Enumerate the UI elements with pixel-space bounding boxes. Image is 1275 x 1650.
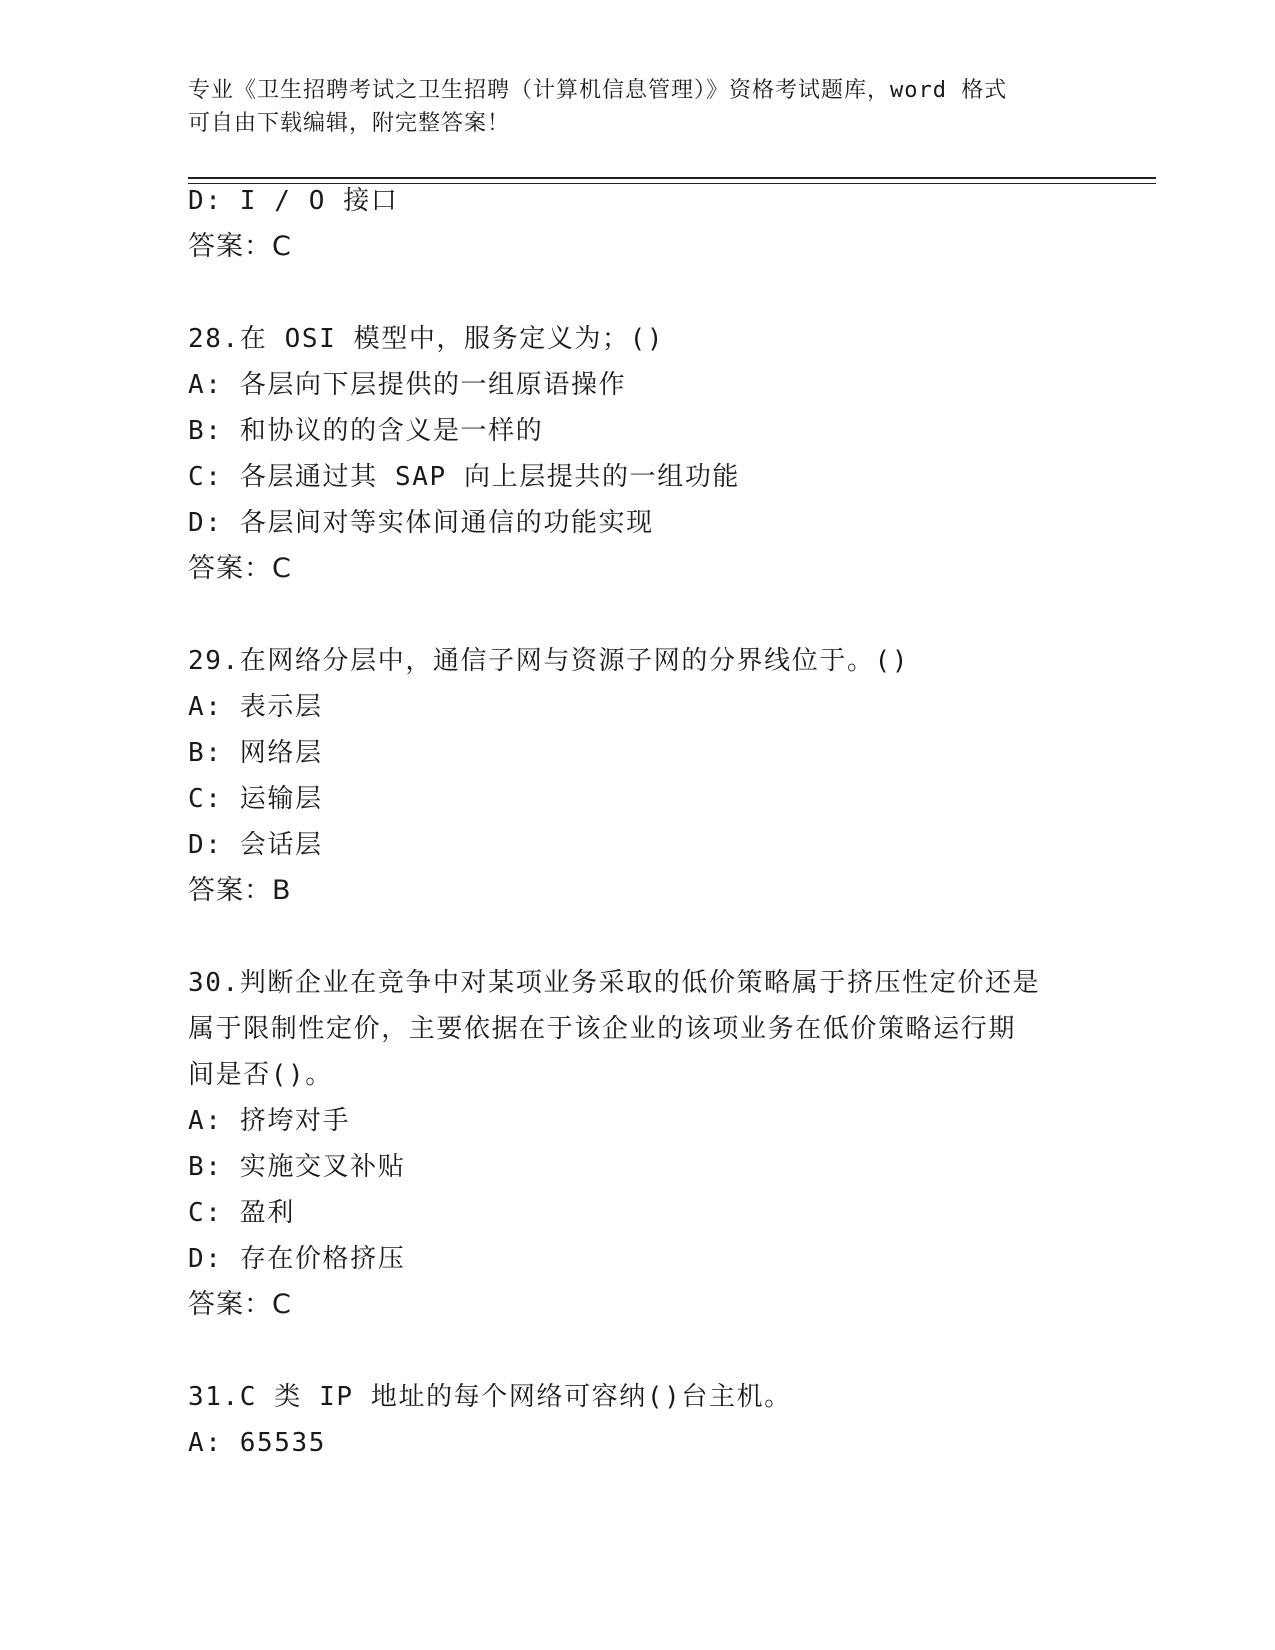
question-stem: 29.在网络分层中，通信子网与资源子网的分界线位于。() (188, 646, 910, 676)
question-30 (188, 960, 1088, 1328)
document-header (188, 74, 1088, 140)
option-c: C: 盈利 (188, 1198, 295, 1228)
answer-line: 答案：C (188, 553, 292, 584)
spacer (188, 1328, 1088, 1374)
option-d: D: 各层间对等实体间通信的功能实现 (188, 508, 654, 538)
question-28 (188, 316, 1088, 592)
question-stem-line-1: 30.判断企业在竞争中对某项业务采取的低价策略属于挤压性定价还是 (188, 968, 1041, 998)
spacer (188, 270, 1088, 316)
question-stem-line-2: 属于限制性定价，主要依据在于该企业的该项业务在低价策略运行期 (188, 1014, 1017, 1044)
answer-line: 答案：B (188, 875, 292, 906)
option-d: D: 存在价格挤压 (188, 1244, 406, 1274)
spacer (188, 592, 1088, 638)
option-b: B: 实施交叉补贴 (188, 1152, 406, 1182)
spacer (188, 914, 1088, 960)
option-c: C: 各层通过其 SAP 向上层提共的一组功能 (188, 462, 741, 492)
option-d: D: I / O 接口 (188, 186, 399, 216)
header-line-1: 专业《卫生招聘考试之卫生招聘（计算机信息管理）》资格考试题库，word 格式 (188, 78, 1008, 103)
option-a: A: 挤垮对手 (188, 1106, 351, 1136)
question-list (188, 178, 1088, 1466)
question-stem-line-3: 间是否()。 (188, 1060, 333, 1090)
option-a: A: 表示层 (188, 692, 323, 722)
question-stem: 31.C 类 IP 地址的每个网络可容纳()台主机。 (188, 1382, 792, 1412)
question-29 (188, 638, 1088, 914)
question-31 (188, 1374, 1088, 1466)
option-b: B: 网络层 (188, 738, 323, 768)
question-stem: 28.在 OSI 模型中，服务定义为；() (188, 324, 665, 354)
option-c: C: 运输层 (188, 784, 323, 814)
option-d: D: 会话层 (188, 830, 323, 860)
previous-question-tail (188, 178, 1088, 270)
header-line-2: 可自由下载编辑，附完整答案！ (188, 111, 511, 136)
option-a: A: 各层向下层提供的一组原语操作 (188, 370, 627, 400)
answer-line: 答案：C (188, 231, 292, 262)
answer-line: 答案：C (188, 1289, 292, 1320)
option-a: A: 65535 (188, 1428, 327, 1458)
option-b: B: 和协议的的含义是一样的 (188, 416, 544, 446)
